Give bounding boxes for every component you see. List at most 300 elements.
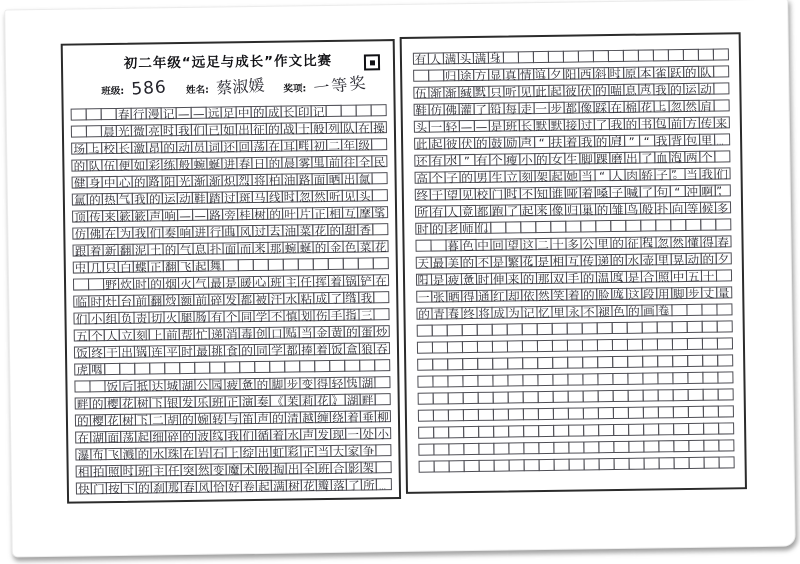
grid-cell: 佛	[87, 227, 103, 239]
grid-cell: 指，	[345, 308, 360, 322]
grid-cell: 虹	[270, 446, 286, 458]
grid-cell	[373, 308, 389, 320]
grid-cell: 递	[209, 327, 225, 339]
grid-cell: 路	[297, 173, 313, 185]
grid-cell: 灌	[458, 103, 474, 115]
grid-row	[417, 388, 733, 404]
grid-cell: 色	[342, 241, 358, 253]
grid-cell: 是	[490, 256, 506, 268]
grid-cell: 帮	[179, 328, 195, 340]
grid-cell: 班	[136, 464, 152, 476]
grid-cell: 们	[240, 429, 256, 441]
grid-cell: 粘	[298, 292, 314, 304]
grid-cell: 争	[360, 444, 376, 456]
grid-cell: 处	[360, 427, 376, 439]
grid-cell: 见	[342, 190, 358, 202]
grid-cell: 时	[179, 345, 195, 357]
grid-cell: 时	[475, 273, 491, 285]
grid-row	[413, 82, 729, 101]
award-label: 奖项:	[283, 83, 307, 95]
grid-cell	[702, 372, 718, 384]
grid-cell: 照	[106, 465, 122, 477]
grid-cell: 五	[74, 329, 90, 341]
grid-cell: 头	[357, 189, 373, 201]
grid-row	[413, 99, 729, 118]
grid-cell: 队	[341, 122, 357, 134]
grid-cell: 一	[428, 120, 444, 132]
grid-cell	[101, 108, 117, 120]
grid-cell: 野	[103, 278, 119, 290]
grid-cell: 轻	[443, 120, 459, 132]
grid-cell: 出	[342, 173, 358, 185]
grid-cell: 清	[285, 411, 301, 423]
grid-row	[75, 393, 391, 412]
grid-cell: 《	[270, 395, 286, 407]
grid-cell	[626, 322, 642, 334]
grid-cell: 学	[253, 310, 269, 322]
grid-cell	[477, 409, 493, 421]
grid-cell: 的	[594, 203, 610, 215]
grid-cell: 演	[240, 395, 256, 407]
grid-cell: 般	[639, 202, 655, 214]
grid-cell: 的	[460, 256, 476, 268]
grid-cell: 过	[252, 225, 268, 237]
grid-cell: 向	[669, 202, 685, 214]
grid-cell: 蜿	[191, 158, 207, 170]
grid-cell: 为	[117, 227, 133, 239]
grid-cell: 着	[87, 244, 103, 256]
grid-cell	[628, 441, 644, 453]
grid-cell: 如	[221, 123, 237, 135]
grid-cell: 伍	[413, 87, 429, 99]
grid-row	[74, 325, 390, 344]
grid-cell: 男	[474, 171, 490, 183]
grid-cell: 石	[210, 446, 226, 458]
grid-cell: 磨	[609, 152, 625, 164]
grid-cell: 个	[429, 171, 445, 183]
grid-cell	[673, 423, 689, 435]
grid-cell: 风	[196, 481, 212, 493]
grid-cell: 湖	[345, 394, 361, 406]
grid-cell	[538, 425, 554, 437]
grid-cell: 包。	[655, 117, 670, 131]
grid-cell: 照	[655, 270, 671, 282]
grid-cell: 学	[269, 344, 285, 356]
grid-cell: 扶	[549, 136, 565, 148]
grid-cell: 的	[135, 447, 151, 459]
grid-cell: 书	[638, 117, 654, 129]
grid-cell: 时，	[506, 187, 521, 201]
grid-cell: 路	[207, 208, 223, 220]
grid-cell: 都	[238, 293, 254, 305]
grid-cell	[627, 390, 643, 402]
grid-cell: 等	[684, 202, 700, 214]
grid-cell	[428, 69, 444, 81]
grid-cell	[718, 439, 734, 451]
grid-cell: 绺。	[345, 291, 360, 305]
grid-cell	[298, 258, 314, 270]
grid-cell	[372, 189, 388, 201]
grid-cell: 灶	[103, 295, 119, 307]
grid-cell: 二	[150, 413, 166, 425]
grid-row	[417, 354, 733, 370]
grid-cell: 路，	[148, 175, 163, 189]
grid-cell	[461, 341, 477, 353]
grid-cell: 中	[236, 106, 252, 118]
contest-title: 初二年级“远足与成长”作文比赛	[123, 52, 333, 72]
grid-cell: 将	[476, 307, 492, 319]
grid-cell: 汗	[268, 293, 284, 305]
grid-cell: 动	[177, 192, 193, 204]
grid-cell: 樱	[90, 414, 106, 426]
grid-cell: 鸟	[624, 203, 640, 215]
grid-cell	[505, 221, 521, 233]
grid-cell: 默	[533, 119, 549, 131]
grid-cell: 轿	[639, 168, 655, 180]
grid-cell	[612, 356, 628, 368]
grid-cell	[490, 222, 506, 234]
grid-cell: 最	[194, 345, 210, 357]
grid-cell	[697, 49, 713, 61]
grid-cell: 畔	[360, 393, 376, 405]
grid-cell	[417, 376, 433, 388]
grid-cell	[507, 408, 523, 420]
grid-cell: 画	[641, 304, 657, 316]
grid-cell: 纹。	[212, 429, 227, 443]
grid-cell: 不	[475, 256, 491, 268]
grid-row	[72, 189, 388, 208]
grid-cell: 桂	[237, 208, 253, 220]
grid-cell	[596, 322, 612, 334]
grid-cell: 终	[461, 307, 477, 319]
grid-cell: 卷。	[657, 304, 673, 318]
grid-cell: 的	[668, 83, 684, 95]
grid-cell: 斜	[593, 67, 609, 79]
grid-cell	[374, 359, 390, 371]
grid-cell: 那	[267, 242, 283, 254]
grid-cell: 我	[699, 168, 715, 180]
grid-cell	[656, 338, 672, 350]
grid-cell	[89, 380, 105, 392]
grid-cell: 奏	[162, 226, 178, 238]
grid-cell: 的	[251, 106, 267, 118]
grid-cell	[462, 409, 478, 421]
grid-row	[415, 252, 731, 271]
grid-cell: 班	[210, 395, 226, 407]
grid-cell	[552, 357, 568, 369]
grid-cell: 足	[221, 106, 237, 118]
grid-cell: 里	[551, 306, 567, 318]
grid-cell: 进	[192, 226, 208, 238]
grid-cell: 跟	[73, 244, 89, 256]
grid-cell: 盒	[344, 343, 360, 355]
grid-cell: 终	[89, 346, 105, 358]
grid-cell: 荡	[251, 140, 267, 152]
grid-cell	[492, 392, 508, 404]
grid-cell	[492, 358, 508, 370]
grid-cell: 谊。	[534, 67, 549, 82]
grid-cell: 的	[266, 123, 282, 135]
grid-cell	[508, 459, 524, 471]
grid-cell: 垂	[360, 410, 376, 422]
grid-cell: 刹	[151, 481, 167, 493]
grid-cell	[628, 424, 644, 436]
grid-cell: 个	[223, 310, 239, 322]
grid-cell: 那，	[167, 481, 182, 495]
grid-cell	[329, 360, 345, 372]
grid-cell: 的	[474, 137, 490, 149]
grid-cell	[359, 359, 375, 371]
grid-cell	[642, 389, 658, 401]
grid-cell: “	[639, 134, 655, 146]
grid-cell: 前	[668, 117, 684, 129]
grid-cell: 成	[491, 307, 507, 319]
grid-cell: 彩。	[287, 445, 302, 459]
grid-cell: 变	[299, 377, 315, 389]
grid-cell	[477, 375, 493, 387]
grid-cell	[713, 65, 729, 77]
grid-cell: 甜	[342, 224, 358, 236]
grid-cell: 进	[221, 157, 237, 169]
grid-cell: 晒	[327, 173, 343, 185]
grid-cell: 雀	[653, 66, 669, 78]
grid-cell: 鼓	[489, 137, 505, 149]
grid-cell: 只	[103, 261, 119, 273]
grid-cell	[194, 362, 210, 374]
grid-cell: 的	[580, 271, 596, 283]
grid-cell: 越	[300, 411, 316, 423]
grid-cell: 胡	[165, 413, 181, 425]
grid-cell: “	[534, 136, 550, 148]
grid-cell: 茉	[285, 394, 301, 406]
grid-cell: 战	[281, 122, 297, 134]
grid-cell	[552, 408, 568, 420]
grid-cell: 在	[266, 140, 282, 152]
grid-cell: 高	[414, 172, 430, 184]
grid-cell: 子	[609, 186, 625, 198]
grid-cell: 中	[475, 239, 491, 251]
grid-cell: 生	[564, 152, 580, 164]
grid-cell: 女	[549, 153, 565, 165]
grid-cell	[532, 51, 548, 63]
grid-cell: 都	[284, 343, 300, 355]
grid-cell	[238, 259, 254, 271]
grid-cell: 相	[327, 207, 343, 219]
grid-cell: 相	[76, 465, 92, 477]
class-value: 586	[130, 77, 168, 100]
grid-cell: 春，	[447, 307, 463, 321]
grid-cell: 的	[239, 344, 255, 356]
grid-cell	[134, 362, 150, 374]
grid-cell: 当	[315, 445, 331, 457]
grid-cell	[582, 356, 598, 368]
grid-cell: 人	[104, 329, 120, 341]
grid-cell	[672, 372, 688, 384]
grid-cell: 来	[102, 210, 118, 222]
grid-cell: 踝	[594, 152, 610, 164]
grid-cell	[432, 375, 448, 387]
grid-cell: 懂	[685, 236, 701, 248]
grid-cell: 暮	[445, 239, 461, 251]
grid-cell: 笑	[551, 289, 567, 301]
grid-cell	[537, 357, 553, 369]
grid-cell: 情	[518, 68, 534, 80]
grid-cell: 发	[315, 428, 331, 440]
grid-cell: 立	[504, 170, 520, 182]
grid-cell: 上	[225, 446, 241, 458]
composition-grid-left	[71, 104, 392, 497]
grid-cell: 按	[106, 482, 122, 494]
grid-cell	[506, 323, 522, 335]
grid-cell: 声：	[520, 136, 535, 150]
grid-cell: 伍	[101, 159, 117, 171]
grid-cell	[672, 406, 688, 418]
grid-cell	[431, 324, 447, 336]
grid-cell: 不	[519, 187, 535, 199]
grid-cell	[343, 258, 359, 270]
grid-row	[415, 235, 731, 254]
grid-row	[416, 320, 732, 336]
grid-cell: 长	[518, 119, 534, 131]
grid-cell: 仿	[72, 227, 88, 239]
grid-cell: 术	[241, 463, 257, 475]
grid-cell	[714, 150, 730, 162]
grid-cell	[626, 339, 642, 351]
grid-cell: 湖	[90, 431, 106, 443]
grid-cell: 互	[342, 207, 358, 219]
grid-cell: 们	[191, 124, 207, 136]
grid-cell: 气	[193, 277, 209, 289]
grid-cell: 脚	[671, 287, 687, 299]
grid-cell: 出	[624, 152, 640, 164]
name-field	[186, 74, 264, 98]
grid-cell: 花	[120, 397, 136, 409]
grid-cell: 翻	[163, 260, 179, 272]
grid-cell	[682, 49, 698, 61]
grid-cell: 我	[358, 291, 374, 303]
grid-cell: 快。	[346, 376, 361, 390]
grid-cell: 在	[180, 447, 196, 459]
grid-cell	[328, 258, 344, 270]
grid-cell: 公	[580, 237, 596, 249]
grid-cell: 人	[609, 169, 625, 181]
grid-cell: 壶	[640, 253, 656, 265]
grid-cell	[224, 361, 240, 373]
grid-cell: 征	[251, 123, 267, 135]
grid-cell: 我	[579, 135, 595, 147]
grid-cell	[448, 460, 464, 472]
grid-cell: 息	[623, 84, 639, 96]
grid-cell: 然	[536, 289, 552, 301]
grid-cell: 的	[147, 192, 163, 204]
grid-cell: 旁	[222, 208, 238, 220]
grid-cell: 的	[430, 222, 446, 234]
grid-cell: 气	[177, 243, 193, 255]
grid-cell: 疲	[224, 378, 240, 390]
grid-cell	[463, 443, 479, 455]
grid-cell: 黄	[329, 326, 345, 338]
grid-cell	[581, 339, 597, 351]
grid-row	[413, 65, 729, 84]
grid-cell: 声	[255, 412, 271, 424]
grid-cell	[371, 138, 387, 150]
grid-cell	[716, 320, 732, 332]
grid-cell: 然	[683, 100, 699, 112]
grid-cell: 永	[566, 305, 582, 317]
grid-cell	[448, 426, 464, 438]
grid-row	[72, 223, 388, 242]
grid-cell: 彼	[444, 137, 460, 149]
grid-cell	[447, 392, 463, 404]
grid-cell: 卷	[241, 480, 257, 492]
grid-cell: 的	[581, 288, 597, 300]
grid-cell: 我	[132, 193, 148, 205]
grid-cell	[507, 391, 523, 403]
grid-cell: 激	[131, 142, 147, 154]
grid-cell: 里。	[313, 156, 328, 170]
grid-cell	[476, 341, 492, 353]
grid-cell	[507, 374, 523, 386]
grid-cell: 们	[147, 226, 163, 238]
grid-cell	[283, 258, 299, 270]
grid-cell: 锅	[343, 275, 359, 287]
grid-cell: 瓣，	[317, 478, 332, 493]
grid-cell: 轻	[329, 377, 345, 389]
grid-cell	[581, 322, 597, 334]
grid-cell	[673, 457, 689, 469]
grid-cell: 记	[311, 105, 327, 117]
grid-row	[414, 167, 730, 186]
grid-cell: 任	[298, 275, 314, 287]
grid-cell	[415, 240, 431, 252]
grid-cell: 耳	[281, 139, 297, 151]
grid-cell: 跃	[668, 66, 684, 78]
grid-cell: 然	[670, 236, 686, 248]
grid-cell	[717, 405, 733, 417]
grid-cell: 生	[489, 171, 505, 183]
grid-cell	[553, 459, 569, 471]
grid-cell: 红	[491, 290, 507, 302]
grid-cell	[642, 355, 658, 367]
grid-cell	[701, 338, 717, 350]
grid-cell: 布，	[92, 448, 107, 462]
grid-cell: 忆	[536, 306, 552, 318]
grid-cell: 忙	[194, 328, 210, 340]
grid-cell: 所	[414, 206, 430, 218]
grid-cell	[672, 355, 688, 367]
grid-cell	[521, 323, 537, 335]
grid-cell	[718, 422, 734, 434]
grid-cell: 油	[282, 224, 298, 236]
grid-cell: 的	[254, 378, 270, 390]
grid-cell: 三	[358, 308, 374, 320]
grid-cell: 这	[520, 238, 536, 250]
grid-cell: 跑	[489, 205, 505, 217]
grid-cell: 咽。	[91, 363, 106, 377]
grid-cell	[611, 322, 627, 334]
grid-cell	[477, 392, 493, 404]
grid-cell: 晃	[670, 253, 686, 265]
grid-cell	[580, 220, 596, 232]
grid-row	[71, 138, 387, 157]
grid-cell: 级	[356, 138, 372, 150]
grid-cell: 达	[149, 379, 165, 391]
grid-row	[76, 461, 392, 480]
grid-cell	[627, 373, 643, 385]
grid-cell	[88, 278, 104, 290]
grid-cell	[597, 373, 613, 385]
grid-cell: 当	[684, 168, 700, 180]
